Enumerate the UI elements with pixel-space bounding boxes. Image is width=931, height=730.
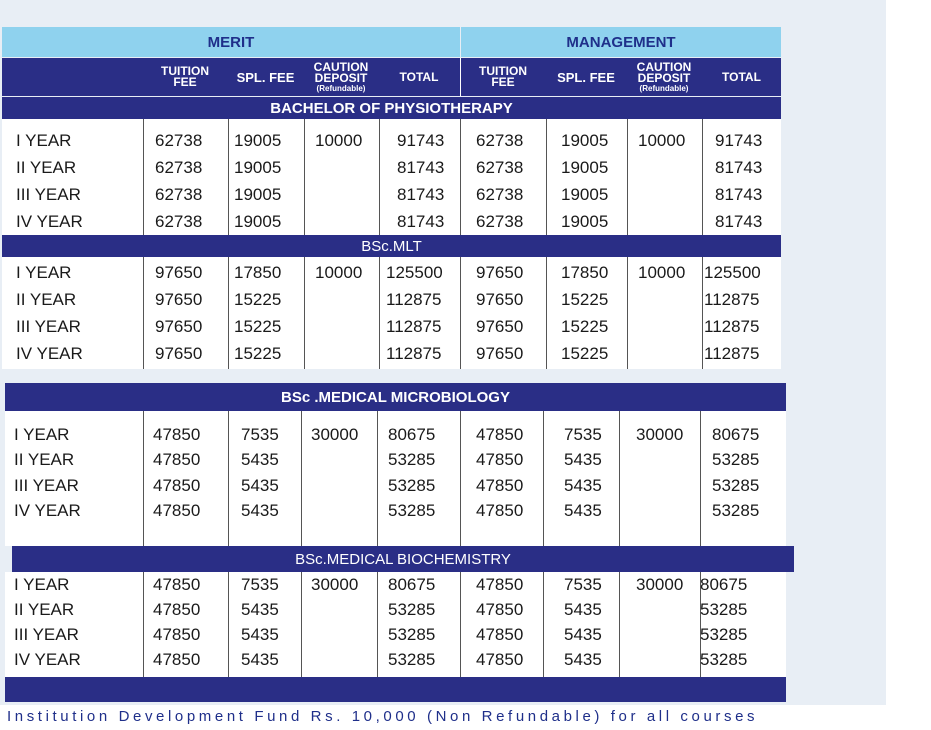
column-divider [228, 411, 229, 546]
management-spl-fee-cell: 7535 [564, 424, 602, 444]
merit-tuition-cell: 62738 [155, 130, 203, 150]
merit-tuition-cell: 97650 [155, 343, 203, 363]
management-tuition-cell: 62738 [476, 157, 524, 177]
management-total-cell: 53285 [712, 450, 760, 469]
merit-spl-fee-cell: 5435 [241, 624, 279, 644]
merit-total-cell: 53285 [388, 450, 436, 469]
merit-total-cell: 53285 [388, 599, 436, 619]
merit-total-cell: 80675 [388, 574, 436, 594]
year-cell: III YEAR [16, 316, 81, 336]
management-spl-fee-cell: 5435 [564, 475, 602, 495]
caution-label-line2: DEPOSIT [314, 70, 368, 85]
management-spl-fee-cell: 5435 [564, 624, 602, 644]
column-divider [702, 257, 703, 369]
merit-spl-fee-cell: 19005 [234, 211, 282, 231]
merit-caution-cell: 30000 [311, 424, 359, 444]
tuition-label-line1: TUITION [161, 64, 209, 78]
management-spl-fee-cell: 19005 [561, 130, 609, 150]
management-tuition-cell: 62738 [476, 184, 524, 204]
merit-total-cell: 53285 [388, 624, 436, 644]
management-tuition-cell: 47850 [476, 475, 524, 495]
merit-total-cell: 80675 [388, 424, 436, 444]
year-cell: III YEAR [14, 624, 79, 644]
merit-tuition-cell: 62738 [155, 157, 203, 177]
management-spl-fee-cell: 15225 [561, 343, 609, 363]
management-spl-fee-cell: 5435 [564, 450, 602, 469]
column-divider [700, 411, 701, 546]
merit-spl-fee-cell: 19005 [234, 184, 282, 204]
merit-total-header [379, 58, 459, 96]
merit-total-cell: 81743 [397, 184, 445, 204]
year-cell: I YEAR [14, 424, 70, 444]
spl-fee-label: SPL. FEE [557, 69, 615, 85]
management-total-cell: 53285 [712, 475, 760, 495]
tuition-label-line2: FEE [491, 75, 515, 89]
management-tuition-cell: 47850 [476, 649, 524, 669]
merit-spl-fee-cell: 19005 [234, 157, 282, 177]
management-tuition-cell: 97650 [476, 316, 524, 336]
merit-caution-cell: 30000 [311, 574, 359, 594]
column-divider [460, 119, 461, 235]
column-divider [379, 257, 380, 369]
management-caution-cell: 30000 [636, 574, 684, 594]
merit-caution-header [304, 58, 378, 96]
merit-total-cell: 125500 [386, 262, 443, 282]
management-total-cell: 112875 [704, 316, 760, 336]
merit-spl-fee-cell: 15225 [234, 343, 282, 363]
merit-total-cell: 91743 [397, 130, 445, 150]
management-spl-fee-header [546, 58, 626, 96]
management-total-cell: 112875 [704, 289, 760, 309]
management-total-cell: 125500 [704, 262, 761, 282]
management-total-cell: 53285 [700, 599, 748, 619]
management-total-cell: 81743 [715, 184, 763, 204]
merit-total-cell: 81743 [397, 211, 445, 231]
management-total-header [702, 58, 781, 96]
management-spl-fee-cell: 5435 [564, 649, 602, 669]
tuition-label-line2: FEE [173, 75, 197, 89]
course-band-microbiology: BSc .MEDICAL MICROBIOLOGY [5, 383, 786, 411]
management-spl-fee-cell: 5435 [564, 599, 602, 619]
year-cell: II YEAR [14, 599, 75, 619]
management-tuition-cell: 47850 [476, 624, 524, 644]
management-total-cell: 81743 [715, 211, 763, 231]
year-cell: III YEAR [16, 184, 81, 204]
column-divider [546, 119, 547, 235]
course-body-microbiology [5, 411, 786, 546]
merit-spl-fee-cell: 15225 [234, 316, 282, 336]
year-cell: II YEAR [16, 157, 77, 177]
column-divider [627, 257, 628, 369]
total-label: TOTAL [399, 69, 439, 84]
management-total-cell: 53285 [712, 501, 760, 520]
management-caution-cell: 10000 [638, 262, 686, 282]
column-divider [702, 119, 703, 235]
management-spl-fee-cell: 15225 [561, 316, 609, 336]
merit-total-cell: 112875 [386, 316, 442, 336]
management-total-cell: 81743 [715, 157, 763, 177]
caution-label-line3: (Refundable) [639, 83, 689, 93]
column-divider [379, 119, 380, 235]
merit-spl-fee-cell: 7535 [241, 424, 279, 444]
column-divider [143, 411, 144, 546]
management-tuition-cell: 97650 [476, 262, 524, 282]
column-divider [143, 572, 144, 677]
management-total-cell: 91743 [715, 130, 763, 150]
management-caution-cell: 10000 [638, 130, 686, 150]
management-tuition-cell: 97650 [476, 289, 524, 309]
year-cell: IV YEAR [14, 649, 81, 669]
merit-tuition-cell: 47850 [153, 475, 201, 495]
merit-tuition-cell: 62738 [155, 211, 203, 231]
management-caution-header [627, 58, 701, 96]
merit-header: MERIT [2, 27, 460, 57]
tuition-label-line1: TUITION [479, 64, 527, 78]
merit-total-cell: 81743 [397, 157, 445, 177]
merit-tuition-cell: 47850 [153, 574, 201, 594]
merit-tuition-cell: 47850 [153, 624, 201, 644]
column-divider [377, 572, 378, 677]
management-total-cell: 80675 [700, 574, 748, 594]
merit-tuition-cell: 47850 [153, 424, 201, 444]
column-divider [460, 411, 461, 546]
management-spl-fee-cell: 19005 [561, 157, 609, 177]
column-divider [546, 257, 547, 369]
merit-spl-fee-cell: 5435 [241, 649, 279, 669]
total-label: TOTAL [722, 69, 761, 84]
course-body-mlt [2, 257, 781, 369]
column-divider [627, 119, 628, 235]
column-divider [228, 257, 229, 369]
column-divider [301, 411, 302, 546]
year-cell: II YEAR [14, 450, 75, 469]
caution-label-line1: CAUTION [636, 59, 692, 74]
management-header: MANAGEMENT [461, 27, 781, 57]
course-band-mlt: BSc.MLT [2, 235, 781, 257]
year-cell: IV YEAR [16, 211, 83, 231]
column-divider [228, 119, 229, 235]
merit-spl-fee-cell: 7535 [241, 574, 279, 594]
merit-caution-cell: 10000 [315, 262, 363, 282]
merit-total-cell: 53285 [388, 501, 436, 520]
merit-tuition-cell: 47850 [153, 501, 201, 520]
caution-label-line3: (Refundable) [316, 83, 366, 93]
merit-spl-fee-cell: 15225 [234, 289, 282, 309]
merit-tuition-cell: 97650 [155, 289, 203, 309]
column-divider [619, 411, 620, 546]
merit-tuition-header [143, 58, 227, 96]
management-tuition-cell: 97650 [476, 343, 524, 363]
management-total-cell: 112875 [704, 343, 760, 363]
merit-spl-fee-cell: 5435 [241, 475, 279, 495]
management-spl-fee-cell: 19005 [561, 184, 609, 204]
merit-spl-fee-cell: 5435 [241, 450, 279, 469]
footer-note: Institution Development Fund Rs. 10,000 (Non Refundable) for all courses [7, 708, 759, 725]
merit-spl-fee-cell: 5435 [241, 599, 279, 619]
column-divider [619, 572, 620, 677]
management-spl-fee-cell: 15225 [561, 289, 609, 309]
year-cell: I YEAR [16, 262, 72, 282]
management-caution-cell: 30000 [636, 424, 684, 444]
year-cell: III YEAR [14, 475, 79, 495]
merit-total-cell: 53285 [388, 649, 436, 669]
management-total-cell: 53285 [700, 649, 748, 669]
merit-spl-fee-cell: 5435 [241, 501, 279, 520]
column-divider [543, 572, 544, 677]
year-cell: IV YEAR [14, 501, 81, 520]
column-divider [143, 119, 144, 235]
merit-tuition-cell: 47850 [153, 450, 201, 469]
caution-label-line2: DEPOSIT [637, 70, 691, 85]
merit-spl-fee-cell: 19005 [234, 130, 282, 150]
year-cell: I YEAR [14, 574, 70, 594]
merit-tuition-cell: 47850 [153, 649, 201, 669]
management-tuition-cell: 47850 [476, 450, 524, 469]
merit-tuition-cell: 62738 [155, 184, 203, 204]
management-tuition-cell: 47850 [476, 599, 524, 619]
management-total-cell: 53285 [700, 624, 748, 644]
management-tuition-header [460, 58, 545, 96]
management-tuition-cell: 47850 [476, 574, 524, 594]
management-tuition-cell: 47850 [476, 424, 524, 444]
merit-total-cell: 112875 [386, 343, 442, 363]
course-band-biochemistry: BSc.MEDICAL BIOCHEMISTRY [12, 546, 794, 572]
merit-tuition-cell: 47850 [153, 599, 201, 619]
merit-tuition-cell: 97650 [155, 262, 203, 282]
management-tuition-cell: 62738 [476, 130, 524, 150]
merit-caution-cell: 10000 [315, 130, 363, 150]
management-spl-fee-cell: 7535 [564, 574, 602, 594]
course-band-physiotherapy: BACHELOR OF PHYSIOTHERAPY [2, 97, 781, 119]
year-cell: II YEAR [16, 289, 77, 309]
column-divider [143, 257, 144, 369]
spl-fee-label: SPL. FEE [236, 69, 295, 85]
column-divider [460, 572, 461, 677]
management-tuition-cell: 47850 [476, 501, 524, 520]
management-spl-fee-cell: 19005 [561, 211, 609, 231]
year-cell: IV YEAR [16, 343, 83, 363]
management-spl-fee-cell: 17850 [561, 262, 609, 282]
table-footer-bar [5, 677, 786, 702]
column-divider [304, 119, 305, 235]
management-total-cell: 80675 [712, 424, 760, 444]
merit-total-cell: 53285 [388, 475, 436, 495]
course-body-physiotherapy [2, 119, 781, 235]
column-divider [304, 257, 305, 369]
column-divider [301, 572, 302, 677]
column-divider [377, 411, 378, 546]
management-spl-fee-cell: 5435 [564, 501, 602, 520]
merit-spl-fee-header [228, 58, 303, 96]
column-divider [543, 411, 544, 546]
management-tuition-cell: 62738 [476, 211, 524, 231]
merit-tuition-cell: 97650 [155, 316, 203, 336]
column-divider [460, 257, 461, 369]
column-divider [228, 572, 229, 677]
course-body-biochemistry [5, 572, 786, 677]
merit-spl-fee-cell: 17850 [234, 262, 282, 282]
year-cell: I YEAR [16, 130, 72, 150]
merit-total-cell: 112875 [386, 289, 442, 309]
column-header-row [2, 58, 781, 96]
caution-label-line1: CAUTION [313, 59, 369, 74]
